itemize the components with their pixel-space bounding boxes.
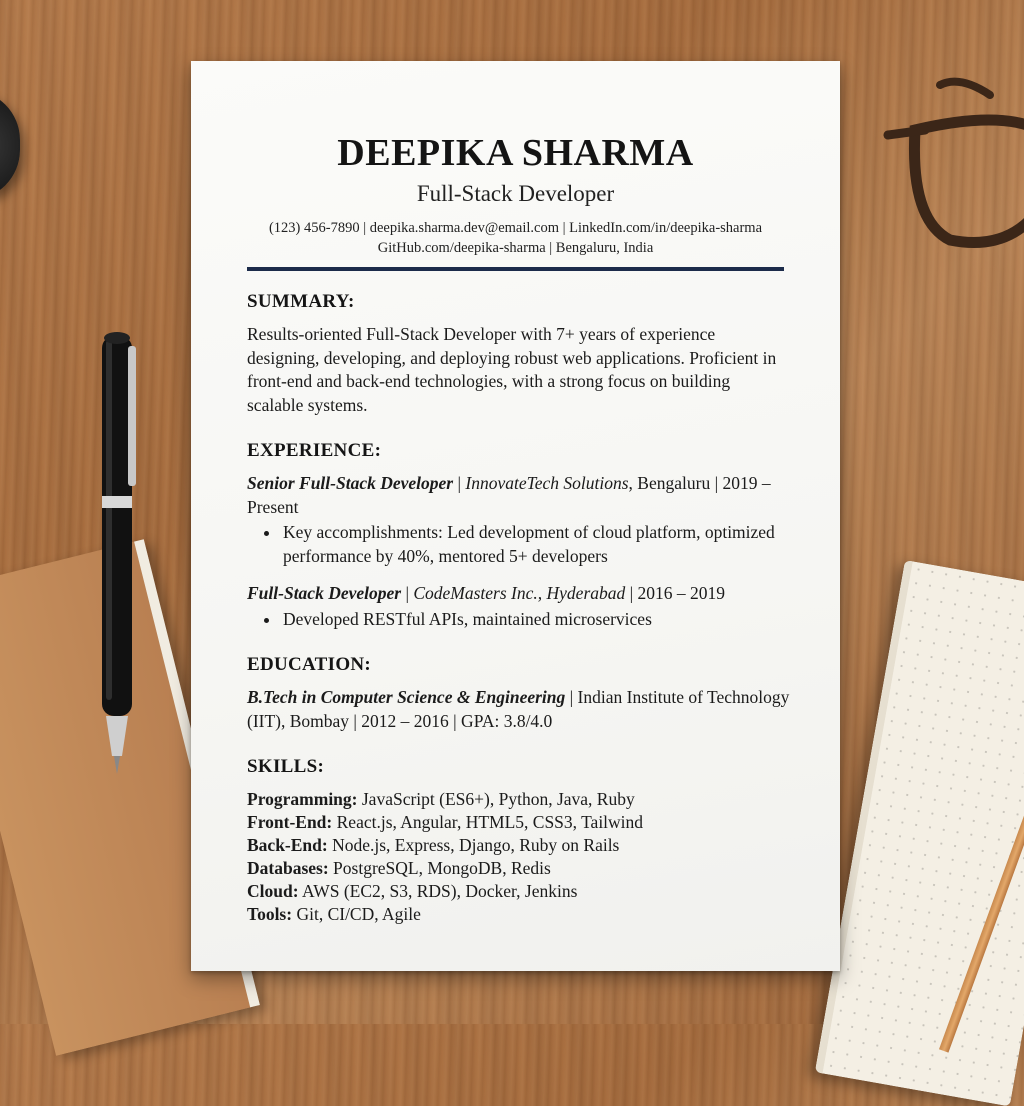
notebook-icon bbox=[815, 560, 1024, 1106]
skill-label: Back-End: bbox=[247, 835, 328, 855]
contact-line-1: (123) 456-7890 | deepika.sharma.dev@email.com | LinkedIn.com/in/deepika-sharma bbox=[268, 220, 763, 236]
skill-value: AWS (EC2, S3, RDS), Docker, Jenkins bbox=[298, 881, 578, 901]
job-header bbox=[247, 582, 790, 606]
experience-heading: EXPERIENCE: bbox=[247, 440, 382, 461]
job-bullet: • Key accomplishments: Led development of cloud platform, optimized performance by 40%, mentored 5+ developers bbox=[281, 521, 790, 568]
job-title: Full-Stack Developer bbox=[247, 583, 402, 603]
job-separator: | bbox=[453, 473, 466, 493]
resume-content bbox=[247, 291, 790, 949]
skill-label: Databases: bbox=[247, 858, 329, 878]
job-title: Senior Full-Stack Developer bbox=[247, 473, 454, 493]
skills-section bbox=[247, 756, 790, 926]
resume-page bbox=[191, 61, 840, 971]
skill-label: Programming: bbox=[247, 789, 358, 809]
job-company: InnovateTech Solutions bbox=[465, 473, 629, 493]
header-divider bbox=[247, 267, 784, 271]
job-location-dates: | 2016 – 2019 bbox=[625, 583, 726, 603]
education-section bbox=[247, 654, 790, 733]
education-details: | Indian Institute of Technology (IIT), Bombay | 2012 – 2016 | GPA: 3.8/4.0 bbox=[247, 687, 790, 731]
summary-section bbox=[247, 291, 790, 417]
skill-label: Cloud: bbox=[247, 881, 299, 901]
job-separator: | bbox=[401, 583, 414, 603]
skill-value: Node.js, Express, Django, Ruby on Rails bbox=[327, 835, 620, 855]
skill-row bbox=[247, 880, 790, 903]
skill-value: Git, CI/CD, Agile bbox=[292, 904, 421, 924]
degree-name: B.Tech in Computer Science & Engineering bbox=[247, 687, 566, 707]
skill-row bbox=[247, 903, 790, 926]
skill-row bbox=[247, 811, 790, 834]
pen-icon bbox=[98, 326, 138, 776]
skill-value: JavaScript (ES6+), Python, Java, Ruby bbox=[357, 789, 635, 809]
job-entry bbox=[247, 582, 790, 631]
experience-section bbox=[247, 440, 790, 631]
skill-row bbox=[247, 857, 790, 880]
glasses-icon bbox=[880, 70, 1024, 260]
skill-label: Tools: bbox=[247, 904, 293, 924]
job-entry bbox=[247, 472, 790, 568]
education-entry bbox=[247, 686, 790, 733]
skill-row bbox=[247, 834, 790, 857]
job-bullets bbox=[247, 521, 790, 568]
job-company: CodeMasters Inc., Hyderabad bbox=[413, 583, 626, 603]
candidate-role: Full-Stack Developer bbox=[416, 181, 615, 206]
summary-text: Results-oriented Full-Stack Developer with 7+ years of experience designing, developing, and deploying robust web applications. Proficient in front-end and back-end technologies, with a strong focus on building scalable systems. bbox=[247, 324, 777, 415]
skill-label: Front-End: bbox=[247, 812, 333, 832]
job-header bbox=[247, 472, 790, 519]
candidate-name: DEEPIKA SHARMA bbox=[337, 132, 694, 174]
skills-heading: SKILLS: bbox=[247, 756, 325, 777]
summary-heading: SUMMARY: bbox=[247, 291, 355, 312]
skill-value: PostgreSQL, MongoDB, Redis bbox=[328, 858, 551, 878]
dark-round-object bbox=[0, 90, 20, 200]
job-location-dates: , Bengaluru | 2019 – Present bbox=[247, 473, 771, 517]
contact-line-2: GitHub.com/deepika-sharma | Bengaluru, India bbox=[377, 240, 654, 256]
skill-value: React.js, Angular, HTML5, CSS3, Tailwind bbox=[332, 812, 644, 832]
education-heading: EDUCATION: bbox=[247, 654, 372, 675]
job-bullet: • Developed RESTful APIs, maintained microservices bbox=[281, 608, 790, 632]
contact-info bbox=[191, 218, 840, 258]
job-bullets bbox=[247, 608, 790, 632]
skill-row bbox=[247, 788, 790, 811]
